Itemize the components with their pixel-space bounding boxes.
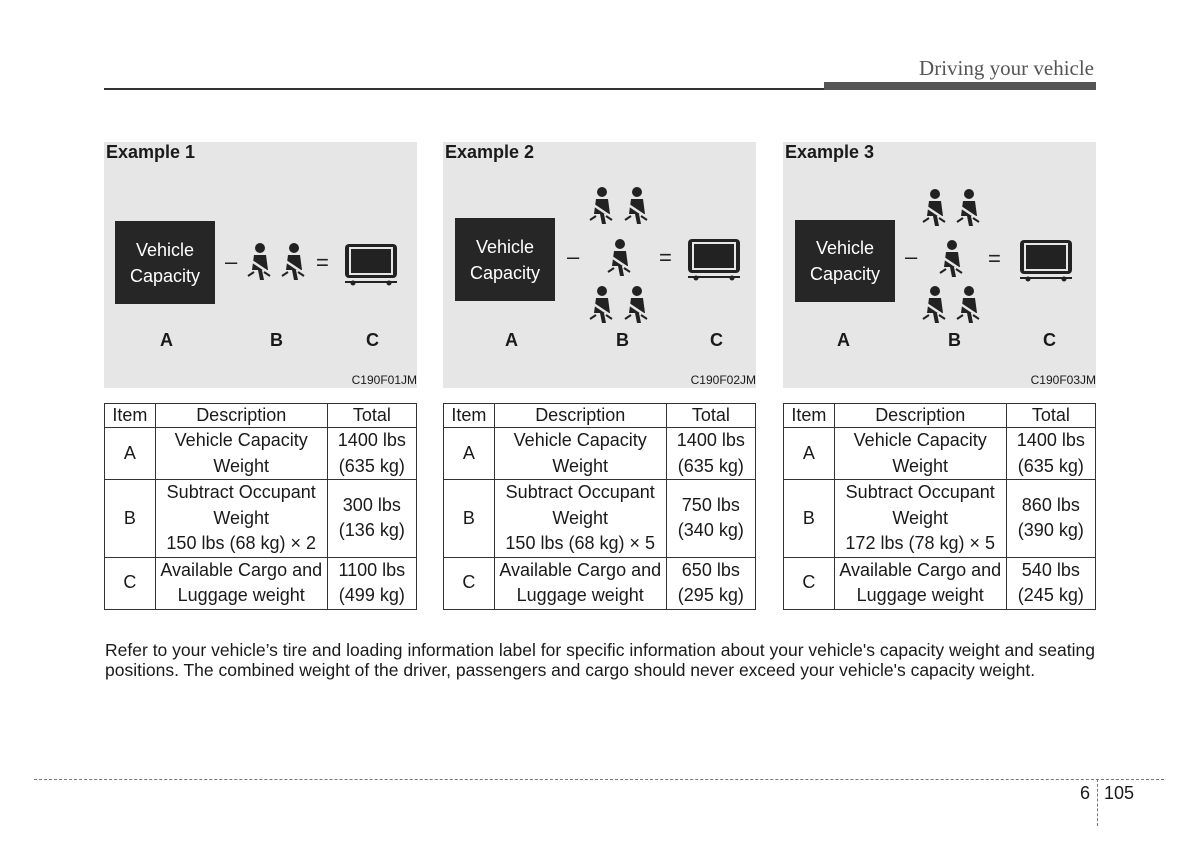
capacity-line-2: Capacity <box>809 264 881 284</box>
table-header-row <box>784 404 1096 428</box>
occupant-icon <box>955 285 981 325</box>
example-title: Example 1 <box>106 142 196 162</box>
page-number: 105 <box>1104 783 1135 803</box>
header-bar <box>824 82 1096 90</box>
total-cell: 1400 lbs (635 kg) <box>666 428 755 480</box>
table-row <box>444 480 756 558</box>
capacity-line-2: Capacity <box>129 265 201 286</box>
label-b: B <box>948 330 961 350</box>
example-1 <box>104 142 417 610</box>
header-item: Item <box>105 404 156 428</box>
label-c: C <box>710 330 723 350</box>
chapter-number: 6 <box>1080 783 1091 803</box>
header-description: Description <box>494 404 666 428</box>
table-row <box>784 557 1096 609</box>
description-cell: Vehicle Capacity Weight <box>155 428 327 480</box>
label-c: C <box>1043 330 1056 350</box>
total-cell: 300 lbs (136 kg) <box>327 480 416 558</box>
total-cell: 540 lbs (245 kg) <box>1006 557 1095 609</box>
description-cell: Available Cargo and Luggage weight <box>155 557 327 609</box>
total-cell: 650 lbs (295 kg) <box>666 557 755 609</box>
label-b: B <box>270 330 283 350</box>
example-title: Example 3 <box>785 142 875 162</box>
image-code: C190F03JM <box>1030 373 1096 387</box>
example-illustration <box>443 142 756 388</box>
table-row <box>784 480 1096 558</box>
label-a: A <box>160 330 173 350</box>
table-row <box>444 428 756 480</box>
weight-table <box>443 403 756 610</box>
occupant-icon <box>588 285 614 325</box>
table-row <box>444 557 756 609</box>
footer-separator <box>1097 779 1098 826</box>
equals-sign: = <box>988 246 1001 271</box>
total-cell: 860 lbs (390 kg) <box>1006 480 1095 558</box>
weight-table <box>104 403 417 610</box>
table-row <box>784 428 1096 480</box>
minus-sign: – <box>225 249 238 274</box>
vehicle-capacity-box <box>795 220 895 302</box>
description-cell: Available Cargo and Luggage weight <box>494 557 666 609</box>
equals-sign: = <box>316 250 329 275</box>
table-row <box>105 428 417 480</box>
item-cell: C <box>784 557 835 609</box>
description-cell: Subtract Occupant Weight 150 lbs (68 kg) × 5 <box>494 480 666 558</box>
header-total: Total <box>1006 404 1095 428</box>
occupant-icon <box>921 285 947 325</box>
occupant-icon <box>280 242 306 282</box>
item-cell: A <box>784 428 835 480</box>
label-a: A <box>505 330 518 350</box>
item-cell: C <box>105 557 156 609</box>
header-item: Item <box>784 404 835 428</box>
label-b: B <box>616 330 629 350</box>
luggage-icon <box>341 242 401 286</box>
occupant-icon <box>938 239 964 279</box>
description-cell: Subtract Occupant Weight 150 lbs (68 kg) × 2 <box>155 480 327 558</box>
label-a: A <box>837 330 850 350</box>
luggage-icon <box>1016 238 1076 282</box>
table-header-row <box>105 404 417 428</box>
total-cell: 1400 lbs (635 kg) <box>327 428 416 480</box>
example-illustration <box>783 142 1096 388</box>
header-rule <box>104 88 824 90</box>
header-description: Description <box>834 404 1006 428</box>
total-cell: 1100 lbs (499 kg) <box>327 557 416 609</box>
minus-sign: – <box>905 244 918 269</box>
occupant-icon <box>606 238 632 278</box>
description-cell: Vehicle Capacity Weight <box>494 428 666 480</box>
example-2 <box>443 142 756 610</box>
header-total: Total <box>666 404 755 428</box>
description-cell: Vehicle Capacity Weight <box>834 428 1006 480</box>
label-c: C <box>366 330 379 350</box>
total-cell: 750 lbs (340 kg) <box>666 480 755 558</box>
example-3 <box>783 142 1096 610</box>
occupant-icon <box>623 186 649 226</box>
item-cell: B <box>444 480 495 558</box>
occupant-icon <box>588 186 614 226</box>
table-header-row <box>444 404 756 428</box>
example-illustration <box>104 142 417 388</box>
example-title: Example 2 <box>445 142 535 162</box>
luggage-icon <box>684 237 744 281</box>
occupant-icon <box>246 242 272 282</box>
capacity-note: Refer to your vehicle’s tire and loading information label for specific information about your vehicle's capacity weight and seating positions. The combined weight of the driver, passengers and cargo should never exceed your vehicle's capacity weight. <box>105 639 1095 680</box>
item-cell: C <box>444 557 495 609</box>
minus-sign: – <box>567 244 580 269</box>
occupant-icon <box>955 188 981 228</box>
footer-rule <box>34 779 1164 780</box>
capacity-line-1: Vehicle <box>475 236 535 257</box>
image-code: C190F02JM <box>690 373 756 387</box>
table-row <box>105 557 417 609</box>
vehicle-capacity-box <box>455 218 555 301</box>
total-cell: 1400 lbs (635 kg) <box>1006 428 1095 480</box>
vehicle-capacity-box <box>115 221 215 304</box>
image-code: C190F01JM <box>351 373 417 387</box>
equals-sign: = <box>659 245 672 270</box>
capacity-line-1: Vehicle <box>815 238 875 258</box>
item-cell: A <box>105 428 156 480</box>
description-cell: Available Cargo and Luggage weight <box>834 557 1006 609</box>
item-cell: A <box>444 428 495 480</box>
occupant-icon <box>623 285 649 325</box>
header-item: Item <box>444 404 495 428</box>
capacity-line-2: Capacity <box>469 262 541 283</box>
capacity-line-1: Vehicle <box>135 239 195 260</box>
item-cell: B <box>784 480 835 558</box>
header-title: Driving your vehicle <box>919 56 1094 80</box>
table-row <box>105 480 417 558</box>
occupant-icon <box>921 188 947 228</box>
description-cell: Subtract Occupant Weight 172 lbs (78 kg) × 5 <box>834 480 1006 558</box>
item-cell: B <box>105 480 156 558</box>
weight-table <box>783 403 1096 610</box>
header-total: Total <box>327 404 416 428</box>
header-description: Description <box>155 404 327 428</box>
